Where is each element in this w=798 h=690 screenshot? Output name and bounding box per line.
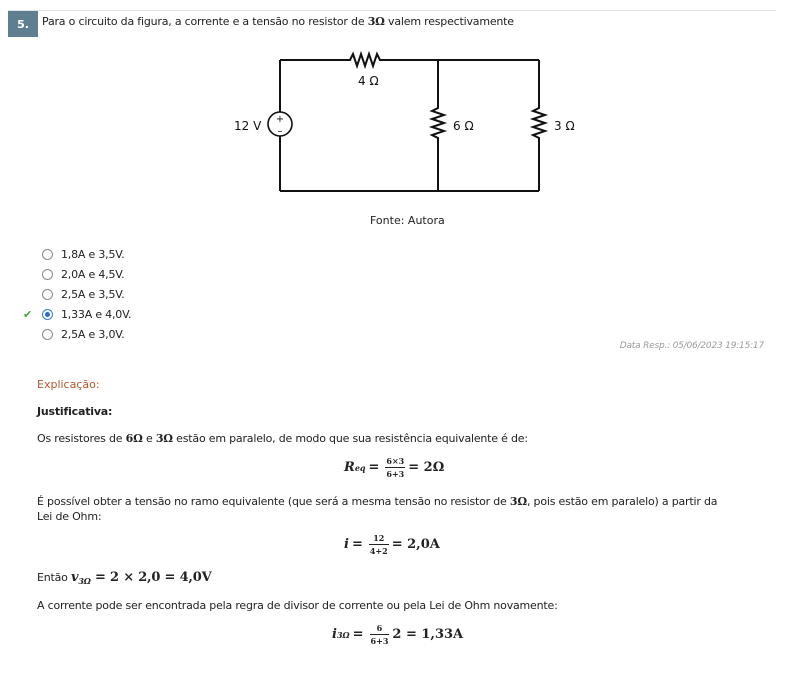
option-label: 1,8A e 3,5V.: [61, 247, 125, 261]
answer-options: [23, 244, 132, 344]
circuit-diagram: [222, 44, 582, 199]
r-top-label: 4 Ω: [358, 74, 379, 88]
r-right-label: 3 Ω: [554, 119, 575, 133]
explanation-paragraph-4: A corrente pode ser encontrada pela regra de divisor de corrente ou pela Lei de Ohm novamente:: [37, 599, 558, 612]
equation-i3: i 3Ω = $\frac{6}{6+3}$ 2 = 1,33A: [332, 623, 464, 646]
option-c[interactable]: [42, 284, 131, 304]
equation-current: i = $\frac{12}{4+2}$ = 2,0A: [344, 533, 440, 556]
radio-button[interactable]: [42, 289, 53, 300]
option-label: 2,5A e 3,5V.: [61, 287, 125, 301]
question-number-badge: 5.: [8, 11, 38, 37]
option-label: 2,5A e 3,0V.: [61, 327, 125, 341]
option-b[interactable]: [42, 264, 131, 284]
radio-button-selected[interactable]: [42, 309, 53, 320]
option-e[interactable]: [42, 324, 131, 344]
figure-caption: Fonte: Autora: [370, 214, 445, 227]
explanation-title: Explicação:: [37, 378, 100, 391]
explanation-paragraph-1: Os resistores de 6Ω e 3Ω estão em paralelo, de modo que sua resistência equivalente é de:: [37, 432, 528, 445]
justification-heading: Justificativa:: [37, 405, 113, 418]
plus-sign: +: [275, 114, 285, 125]
correct-check-icon: ✔: [23, 308, 33, 321]
right-branch: [533, 60, 545, 191]
minus-sign: –: [277, 126, 283, 137]
explanation-paragraph-2: É possível obter a tensão no ramo equivalente (que será a mesma tensão no resistor de 3Ω, pois estão em paralelo) a partir da Lei de Ohm:: [37, 495, 718, 523]
option-a[interactable]: [42, 244, 131, 264]
option-d[interactable]: [23, 304, 132, 324]
source-label: 12 V: [234, 119, 262, 133]
option-label: 1,33A e 4,0V.: [61, 307, 132, 321]
radio-button[interactable]: [42, 329, 53, 340]
equation-req: R eq = $\frac{6\times 3}{6+3}$ = 2Ω: [344, 456, 445, 479]
explanation-paragraph-3: Então $v_{3\Omega} = 2 \times 2,0 = 4,0V$: [37, 570, 212, 587]
radio-button[interactable]: [42, 249, 53, 260]
option-label: 2,0A e 4,5V.: [61, 267, 125, 281]
response-date: Data Resp.: 05/06/2023 19:15:17: [619, 341, 764, 351]
question-text: Para o circuito da figura, a corrente e a tensão no resistor de 3Ω valem respectivamente: [42, 15, 514, 28]
radio-button[interactable]: [42, 269, 53, 280]
top-divider: [8, 10, 776, 11]
middle-branch: [432, 60, 444, 191]
top-wire: [280, 54, 539, 66]
r-mid-label: 6 Ω: [453, 119, 474, 133]
